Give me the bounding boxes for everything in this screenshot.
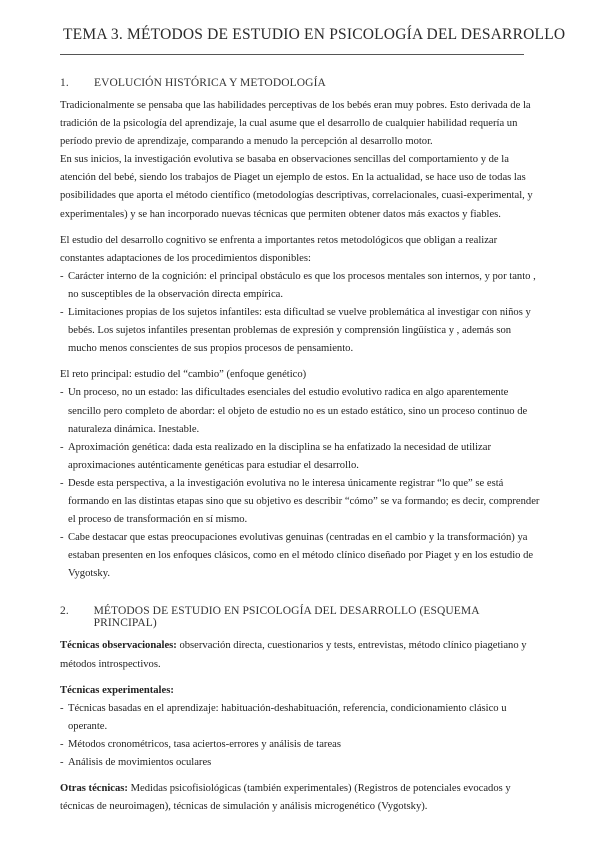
other-label: Otras técnicas: (60, 783, 128, 795)
list-item: - Métodos cronométricos, tasa aciertos-errores y análisis de tareas (60, 738, 341, 750)
section-1-paragraph-1: Tradicionalmente se pensaba que las habilidades perceptivas de los bebés eran muy pobres. Esto derivada de la tradición de la psicología del aprendizaje, la cual asume que el desarrollo de cualquier habilidad requería un período previo de aprendizaje, comparando a menudo la percepción al desarrollo motor. (60, 100, 531, 148)
section-1-paragraph-3: El estudio del desarrollo cognitivo se enfrenta a importantes retos metodológicos que obligan a realizar constantes adaptaciones de los procedimientos disponibles: (60, 234, 498, 264)
list-item: - Un proceso, no un estado: las dificultades esenciales del estudio evolutivo radica en algo aparentemente sencillo pero completo de abordar: el objeto de estudio no es un estado estático, sino un proceso continuo de naturaleza dinámica. Inestable. (60, 387, 528, 435)
title-divider (60, 54, 524, 55)
list-item-text: Un proceso, no un estado: las dificultades esenciales del estudio evolutivo radica en algo aparentemente sencillo pero completo de abordar: el objeto de estudio no es un estado estático, sino un proceso continuo de naturaleza dinámica. Inestable. (68, 387, 528, 435)
section-1-heading (60, 77, 540, 89)
section-1-paragraph-2: En sus inicios, la investigación evolutiva se basaba en observaciones sencillas del comportamiento y de la atención del bebé, siendo los trabajos de Piaget un ejemplo de estos. En la actualidad, se hace uso de todas las posibilidades que aporta el método científico (metodologías descriptivas, correlacionales, cuasi-experimental, y experimentales) y se han incorporado nuevas técnicas que permiten obtener datos más exactos y fiables. (60, 154, 533, 220)
list-item: - Aproximación genética: dada esta realizado en la disciplina se ha enfatizado la necesidad de utilizar aproximaciones auténticamente genéticas para estudiar el desarrollo. (60, 441, 491, 471)
list-item: - Técnicas basadas en el aprendizaje: habituación-deshabituación, referencia, condicionamiento clásico u operante. (60, 702, 507, 732)
list-item: - Cabe destacar que estas preocupaciones evolutivas genuinas (centradas en el cambio y la transformación) ya estaban presenten en los enfoques clásicos, como en el método clínico diseñado por Piaget y en los estudio de Vygotsky. (60, 532, 534, 580)
section-1-number: 1. (60, 77, 69, 89)
list-item-text: Limitaciones propias de los sujetos infantiles: esta dificultad se vuelve problemática al investigar con niños y bebés. Los sujetos infantiles presentan problemas de expresión y comprensión lingüística y , además son mucho menos conscientes de sus propios procesos de pensamiento. (68, 307, 531, 355)
list-item-text: Carácter interno de la cognición: el principal obstáculo es que los procesos mentales son internos, y por tanto , no susceptibles de la observación directa empírica. (68, 270, 536, 300)
list-item: - Análisis de movimientos oculares (60, 757, 212, 768)
list-item-text: Análisis de movimientos oculares (68, 757, 212, 768)
list-item: - Desde esta perspectiva, a la investigación evolutiva no le interesa únicamente registrar “lo que” se está formando en las distintas etapas sino que su objetivo es describir “cómo” se va formando; es decir, comprender el proceso de transformación en sí mismo. (60, 477, 540, 526)
section-1-title: EVOLUCIÓN HISTÓRICA Y METODOLOGÍA (94, 77, 326, 89)
list-item-text: Cabe destacar que estas preocupaciones evolutivas genuinas (centradas en el cambio y la transformación) ya estaban presenten en los enfoques clásicos, como en el método clínico diseñado por Piaget y en los estudio de Vygotsky. (68, 532, 534, 580)
other-text: Medidas psicofisiológicas (también experimentales) (Registros de potenciales evocados y técnicas de neuroimagen), técnicas de simulación y análisis microgenético (Vygotsky). (60, 783, 511, 813)
list-item-text: Aproximación genética: dada esta realizado en la disciplina se ha enfatizado la necesidad de utilizar aproximaciones auténticamente genéticas para estudiar el desarrollo. (68, 441, 491, 471)
other-techniques (60, 780, 540, 816)
document-title: TEMA 3. MÉTODOS DE ESTUDIO EN PSICOLOGÍA DEL DESARROLLO (63, 26, 566, 43)
list-item-text: Desde esta perspectiva, a la investigación evolutiva no le interesa únicamente registrar “lo que” se está formando en las distintas etapas sino que su objetivo es describir “cómo” se va formando; es decir, comprender el proceso de transformación en sí mismo. (68, 477, 540, 526)
list-item: - Carácter interno de la cognición: el principal obstáculo es que los procesos mentales son internos, y por tanto , no susceptibles de la observación directa empírica. (60, 270, 536, 300)
list-item: - Limitaciones propias de los sujetos infantiles: esta dificultad se vuelve problemática al investigar con niños y bebés. Los sujetos infantiles presentan problemas de expresión y comprensión lingüística y , además son mucho menos conscientes de sus propios procesos de pensamiento. (60, 307, 531, 355)
observational-text: observación directa, cuestionarios y tests, entrevistas, método clínico piagetiano y métodos introspectivos. (60, 640, 527, 670)
section-2-title: MÉTODOS DE ESTUDIO EN PSICOLOGÍA DEL DESARROLLO (ESQUEMA PRINCIPAL) (93, 605, 480, 630)
list-item-text: Métodos cronométricos, tasa aciertos-errores y análisis de tareas (68, 738, 341, 750)
section-2-heading (60, 605, 540, 629)
observational-techniques (60, 637, 540, 673)
experimental-techniques-label: Técnicas experimentales: (60, 684, 174, 696)
list-item-text: Técnicas basadas en el aprendizaje: habituación-deshabituación, referencia, condicionamiento clásico u operante. (68, 702, 507, 732)
section-2-number: 2. (60, 605, 69, 618)
section-1-paragraph-4: El reto principal: estudio del “cambio” (enfoque genético) (60, 369, 307, 381)
observational-label: Técnicas observacionales: (60, 640, 177, 652)
